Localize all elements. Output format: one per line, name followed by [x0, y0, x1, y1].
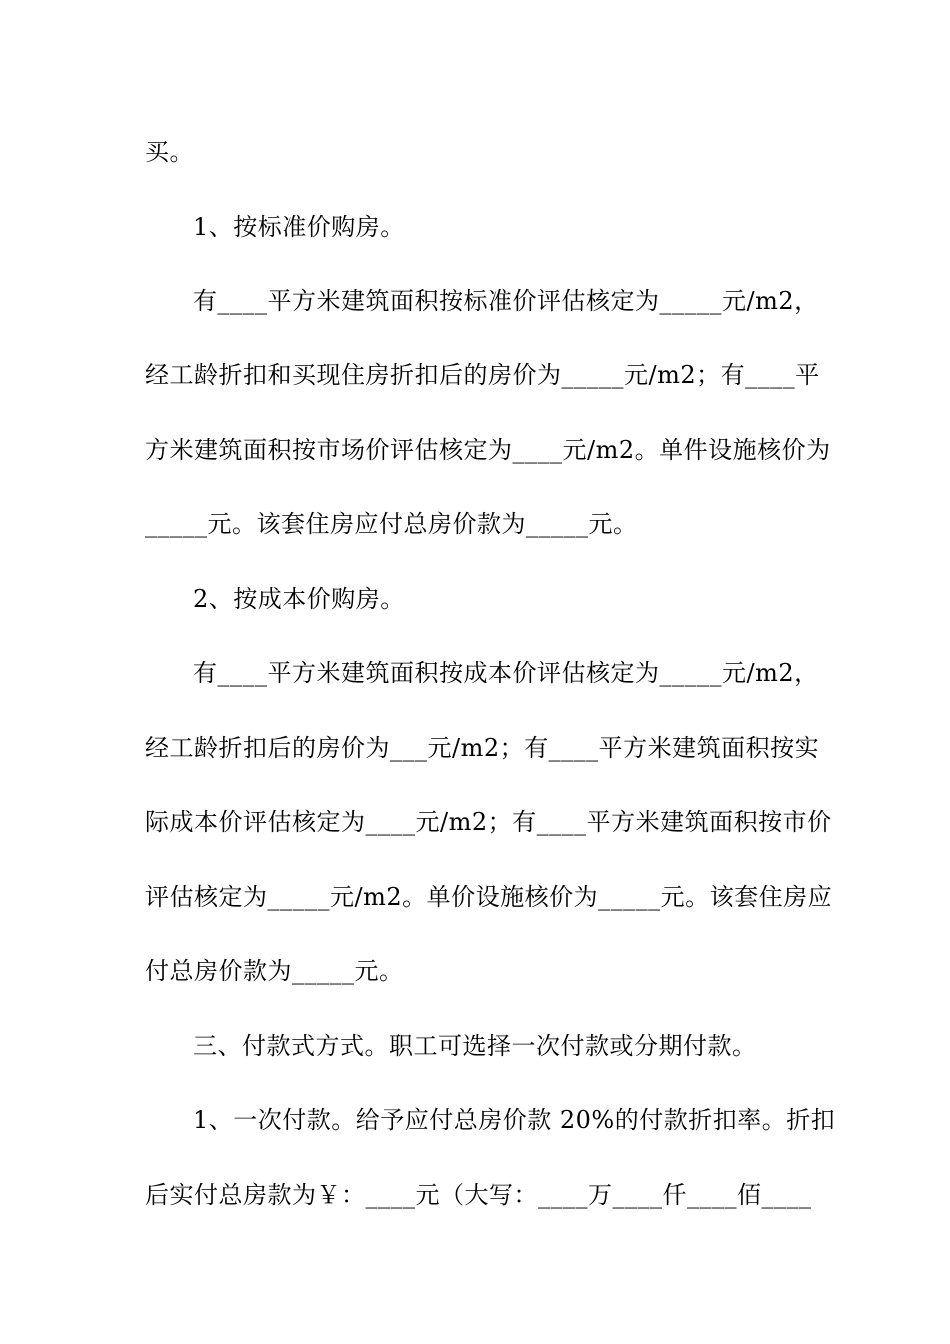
text-line-1: 买。 [145, 138, 194, 166]
text-line-4: 经工龄折扣和买现住房折扣后的房价为_____元/m2；有____平 [145, 361, 820, 389]
text-line-6: _____元。该套住房应付总房价款为_____元。 [145, 510, 638, 538]
text-line-9: 经工龄折扣后的房价为___元/m2；有____平方米建筑面积按实 [145, 734, 820, 762]
text-line-3: 有____平方米建筑面积按标准价评估核定为_____元/m2， [193, 287, 819, 315]
text-line-5: 方米建筑面积按市场价评估核定为____元/m2。单件设施核价为 [145, 436, 831, 464]
text-line-14: 1、一次付款。给予应付总房价款 20%的付款折扣率。折扣 [193, 1106, 836, 1134]
text-line-15: 后实付总房款为￥：____元（大写：____万____仟____佰____ [145, 1181, 812, 1209]
text-line-10: 际成本价评估核定为____元/m2；有____平方米建筑面积按市价 [145, 808, 832, 836]
section-heading-cost-price: 2、按成本价购房。 [193, 585, 405, 613]
text-line-11: 评估核定为_____元/m2。单价设施核价为_____元。该套住房应 [145, 883, 833, 911]
section-heading-payment-method: 三、付款式方式。职工可选择一次付款或分期付款。 [193, 1032, 757, 1060]
text-line-12: 付总房价款为_____元。 [145, 957, 404, 985]
text-line-8: 有____平方米建筑面积按成本价评估核定为_____元/m2， [193, 659, 819, 687]
section-heading-standard-price: 1、按标准价购房。 [193, 213, 405, 241]
